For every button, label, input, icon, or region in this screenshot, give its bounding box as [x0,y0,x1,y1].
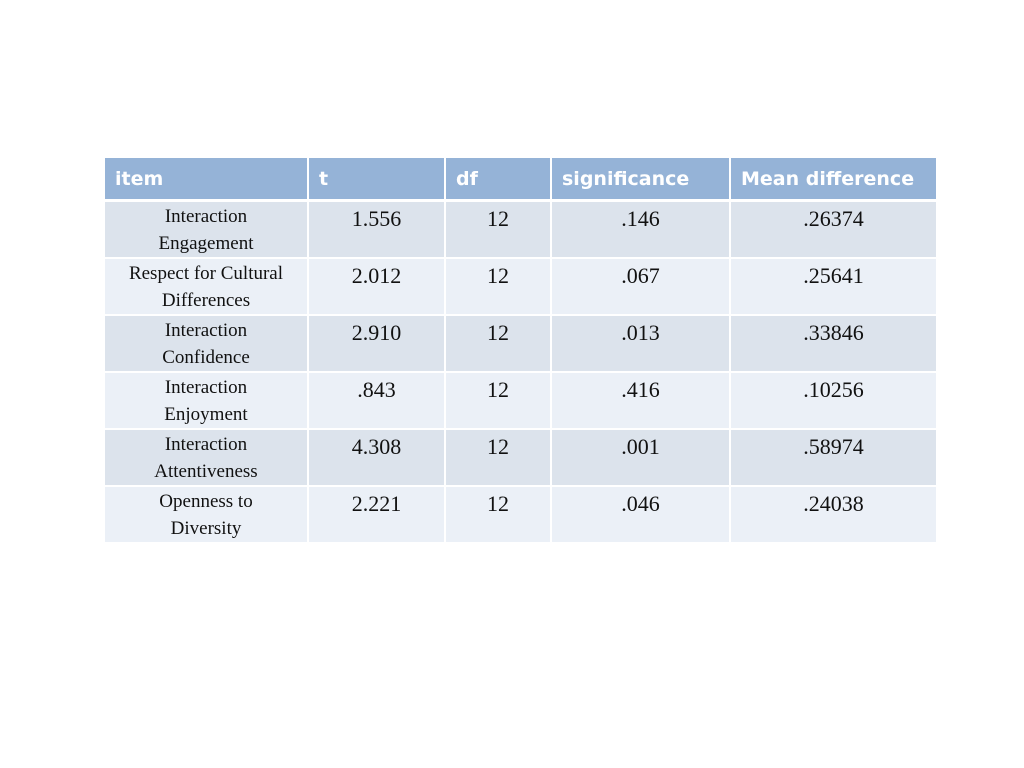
item-cell [104,372,308,429]
significance-cell: .146 [551,201,730,259]
table-row [104,201,937,259]
t-cell: .843 [308,372,445,429]
item-cell [104,315,308,372]
significance-cell: .046 [551,486,730,543]
mean-difference-cell: .26374 [730,201,937,259]
header-mean-difference: Mean difference [730,157,937,201]
mean-difference-cell: .24038 [730,486,937,543]
table-row [104,486,937,543]
significance-cell: .067 [551,258,730,315]
item-cell [104,429,308,486]
df-cell: 12 [445,372,551,429]
header-t: t [308,157,445,201]
header-significance: significance [551,157,730,201]
df-cell: 12 [445,201,551,259]
item-line1: Interaction [164,377,248,398]
t-cell: 4.308 [308,429,445,486]
item-cell [104,486,308,543]
item-line1: Interaction [164,434,248,455]
significance-cell: .416 [551,372,730,429]
item-line2: Attentiveness [154,461,258,482]
table-row [104,315,937,372]
item-line1: Interaction [164,320,248,341]
mean-difference-cell: .10256 [730,372,937,429]
df-cell: 12 [445,486,551,543]
t-cell: 2.221 [308,486,445,543]
table-header-row [104,157,937,201]
t-cell: 2.012 [308,258,445,315]
t-cell: 2.910 [308,315,445,372]
table-row [104,429,937,486]
item-line1: Openness to [159,491,253,512]
df-cell: 12 [445,429,551,486]
significance-cell: .013 [551,315,730,372]
mean-difference-cell: .33846 [730,315,937,372]
item-cell [104,258,308,315]
mean-difference-cell: .58974 [730,429,937,486]
df-cell: 12 [445,258,551,315]
item-line2: Confidence [162,347,250,368]
item-cell [104,201,308,259]
item-line1: Respect for Cultural [128,263,284,284]
mean-difference-cell: .25641 [730,258,937,315]
item-line2: Engagement [158,233,254,254]
item-line2: Enjoyment [164,404,248,425]
item-line2: Differences [161,290,251,311]
table-row [104,258,937,315]
item-line1: Interaction [164,206,248,227]
header-df: df [445,157,551,201]
table-row [104,372,937,429]
significance-cell: .001 [551,429,730,486]
t-cell: 1.556 [308,201,445,259]
item-line2: Diversity [170,518,242,539]
header-item: item [104,157,308,201]
df-cell: 12 [445,315,551,372]
results-table [103,156,938,544]
